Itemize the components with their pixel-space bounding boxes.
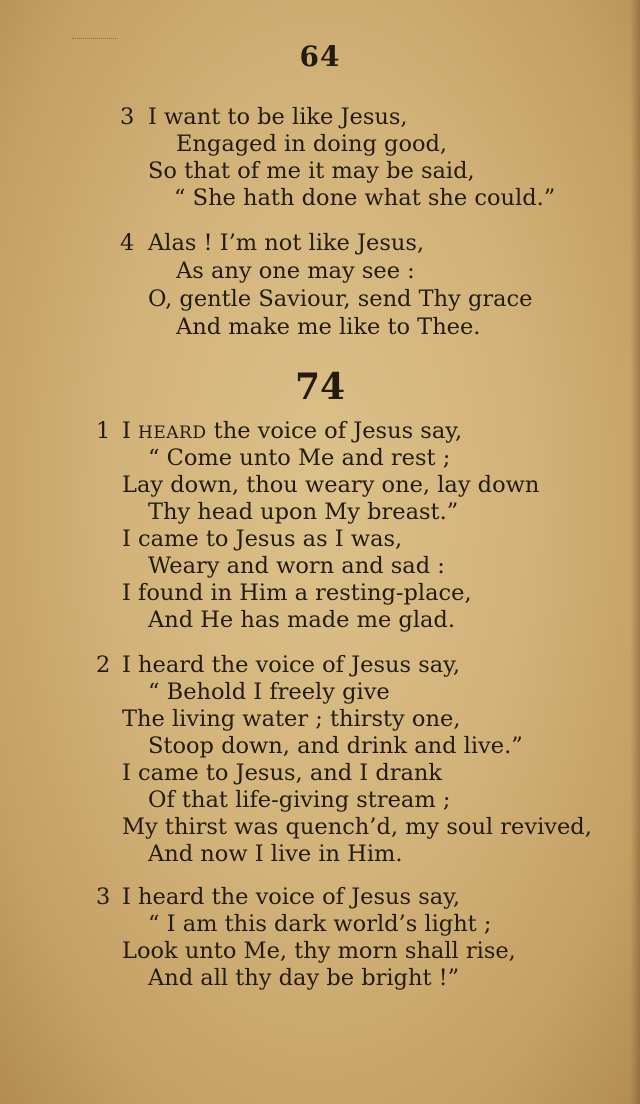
verse-line: Weary and worn and sad : bbox=[148, 553, 445, 579]
verse-line: I heard the voice of Jesus say, bbox=[122, 884, 461, 910]
verse-line: O, gentle Saviour, send Thy grace bbox=[148, 286, 533, 312]
verse-line-first bbox=[122, 418, 462, 444]
verse-line: So that of me it may be said, bbox=[148, 158, 475, 184]
stanza-number: 3 bbox=[120, 104, 135, 130]
verse-line: “ I am this dark world’s light ; bbox=[148, 911, 492, 937]
verse-line: “ She hath done what she could.” bbox=[174, 185, 556, 211]
page-number: 64 bbox=[299, 40, 341, 73]
verse-line: I came to Jesus, and I drank bbox=[122, 760, 443, 786]
verse-line: Lay down, thou weary one, lay down bbox=[122, 472, 540, 498]
stanza-number: 4 bbox=[120, 230, 135, 256]
verse-line: As any one may see : bbox=[176, 258, 415, 284]
first-caps: HEARD bbox=[138, 423, 207, 443]
hymn-number: 74 bbox=[294, 366, 346, 408]
verse-line: The living water ; thirsty one, bbox=[122, 706, 461, 732]
stanza-number: 2 bbox=[96, 652, 111, 678]
first-word: I bbox=[122, 418, 131, 444]
verse-line: I heard the voice of Jesus say, bbox=[122, 652, 461, 678]
verse-line: “ Behold I freely give bbox=[148, 679, 390, 705]
verse-line: “ Come unto Me and rest ; bbox=[148, 445, 451, 471]
verse-line: Stoop down, and drink and live.” bbox=[148, 733, 523, 759]
first-rest: the voice of Jesus say, bbox=[213, 418, 463, 444]
verse-line: Of that life-giving stream ; bbox=[148, 787, 451, 813]
verse-line: I want to be like Jesus, bbox=[148, 104, 408, 130]
stanza-number: 3 bbox=[96, 884, 111, 910]
stanza-number: 1 bbox=[96, 418, 111, 444]
verse-line: And now I live in Him. bbox=[148, 841, 403, 867]
verse-line: I came to Jesus as I was, bbox=[122, 526, 403, 552]
verse-line: I found in Him a resting-place, bbox=[122, 580, 472, 606]
verse-line: And He has made me glad. bbox=[148, 607, 455, 633]
verse-line: And all thy day be bright !” bbox=[148, 965, 460, 991]
verse-line: And make me like to Thee. bbox=[176, 314, 481, 340]
verse-line: Thy head upon My breast.” bbox=[148, 499, 459, 525]
verse-line: Alas ! I’m not like Jesus, bbox=[148, 230, 425, 256]
verse-line: Engaged in doing good, bbox=[176, 131, 448, 157]
verse-line: Look unto Me, thy morn shall rise, bbox=[122, 938, 516, 964]
verse-line: My thirst was quench’d, my soul revived, bbox=[122, 814, 592, 840]
